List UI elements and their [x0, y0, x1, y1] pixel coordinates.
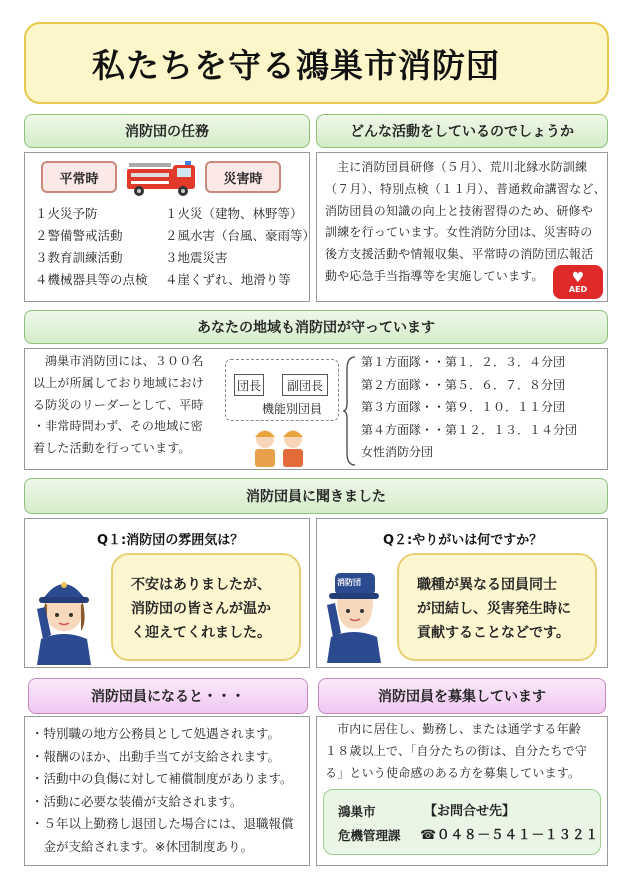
brace-icon [343, 355, 357, 467]
normal-time-label: 平常時 [41, 161, 117, 193]
text-line: １８歳以上で、「自分たちの街は、自分たちで守 [325, 743, 588, 758]
chief-box: 団長 [234, 374, 264, 396]
contact-box [323, 789, 601, 855]
text-line: ・非常時問わず、その地域に密 [33, 419, 203, 434]
functional-member-label: 機能別団員 [262, 402, 323, 416]
disaster-time-label: 災害時 [205, 161, 281, 193]
recruit-header: 消防団員を募集しています [318, 678, 606, 714]
list-item: ３地震災害 [165, 250, 228, 265]
text-line: が団結し、災害発生時に [417, 601, 571, 617]
list-item: ・活動に必要な装備が支給されます。 [31, 793, 243, 809]
list-item: 第３方面隊・・第９．１０．１１分団 [361, 400, 566, 414]
text-line: 以上が所属しており地域におけ [33, 375, 204, 390]
text-line: る防災のリーダーとして、平時 [33, 397, 204, 412]
list-item: ４崖くずれ、地滑り等 [165, 272, 291, 287]
duties-header: 消防団の任務 [24, 114, 310, 148]
text-line: （７月）、特別点検（１１月）、普通救命講習など、 [325, 181, 606, 196]
benefits-header: 消防団員になると・・・ [28, 678, 308, 714]
list-item: １火災予防 [35, 206, 98, 221]
interview-q1-box [24, 518, 310, 668]
question-2: Q２:やりがいは何ですか？ [383, 533, 543, 548]
text-line: 訓練を行っています。女性消防分団は、災害時の [325, 225, 593, 240]
activities-header: どんな活動をしているのでしょうか [316, 114, 608, 148]
text-line: 主に消防団員研修（５月）、荒川北縁水防訓練 [337, 160, 588, 174]
question-1: Q１:消防団の雰囲気は？ [97, 533, 244, 548]
list-item: ・活動中の負傷に対して補償制度があります。 [31, 771, 293, 786]
list-item: １火災（建物、林野等） [165, 206, 303, 221]
text-line: 職種が異なる団員同士 [417, 577, 557, 593]
text-line: 消防団の皆さんが温か [131, 601, 271, 617]
contact-org: 鴻巣市 [338, 804, 376, 819]
list-item: ２風水害（台風、豪雨等） [165, 228, 316, 243]
text-line: く迎えてくれました。 [131, 625, 271, 641]
aed-label: AED [568, 284, 588, 294]
text-line: 消防団員の知識の向上と技術習得のため、研修や [325, 203, 593, 218]
text-line: 鴻巣市消防団には、３００名 [45, 354, 204, 368]
list-item: 第４方面隊・・第１２．１３．１４分団 [361, 422, 578, 437]
text-line: 不安はありましたが、 [131, 577, 271, 593]
recruit-box [316, 716, 608, 866]
female-firefighter-icon [33, 569, 95, 665]
list-item: ・５年以上勤務し退団した場合には、退職報償 [31, 816, 294, 831]
text-line: 市内に居住し、勤務し、または通学する年齢 [337, 722, 582, 736]
duties-box [24, 152, 316, 302]
list-item: ４機械器具等の点検 [35, 272, 148, 287]
aed-icon: ♥ AED [553, 265, 603, 299]
contact-phone[interactable]: ☎０４８－５４１－１３２１ [420, 828, 599, 843]
answer-1-bubble [111, 553, 301, 661]
answer-2-bubble [397, 553, 597, 661]
recruit-text [325, 719, 605, 784]
firefighter-characters-icon [247, 425, 311, 469]
region-header: あなたの地域も消防団が守っています [24, 310, 608, 344]
org-chart [225, 359, 339, 421]
fire-truck-icon [125, 157, 199, 199]
list-item: 第１方面隊・・第１．２．３．４分団 [361, 355, 566, 369]
list-item-continuation: 金が支給されます。※休団制度あり。 [43, 838, 253, 854]
activities-box [316, 152, 608, 302]
text-line: 動や応急手当指導等を実施しています。 [325, 268, 544, 283]
list-item: ・報酬のほか、出動手当てが支給されます。 [31, 748, 281, 764]
region-text [33, 351, 221, 460]
list-item: 第２方面隊・・第５．６．７．８分団 [361, 377, 566, 392]
disaster-duty-list [165, 203, 315, 291]
vice-chief-box: 副団長 [282, 374, 328, 396]
interview-header: 消防団員に聞きました [24, 478, 608, 514]
text-line: る」という使命感のある方を募集しています。 [325, 765, 581, 780]
list-item: 女性消防分団 [361, 445, 434, 459]
text-line: 後方支援活動や情報収集、平常時の消防団広報活 [325, 247, 594, 262]
region-box [24, 348, 608, 470]
list-item: ３教育訓練活動 [35, 250, 123, 265]
list-item: ２警備警戒活動 [35, 228, 123, 243]
page-title: 私たちを守る鴻巣市消防団 [24, 22, 609, 104]
interview-q2-box [316, 518, 608, 668]
contact-label: 【お問合せ先】 [424, 804, 516, 819]
list-item: ・特別職の地方公務員として処遇されます。 [31, 726, 281, 741]
unit-list [361, 351, 577, 464]
text-line: 着した活動を行っています。 [33, 441, 191, 456]
text-line: 貢献することなどです。 [417, 625, 570, 641]
cap-label: 消防団 [337, 578, 361, 587]
contact-dept: 危機管理課 [338, 828, 401, 843]
benefit-list [31, 723, 294, 858]
benefits-box [24, 716, 310, 866]
normal-duty-list [35, 203, 148, 291]
